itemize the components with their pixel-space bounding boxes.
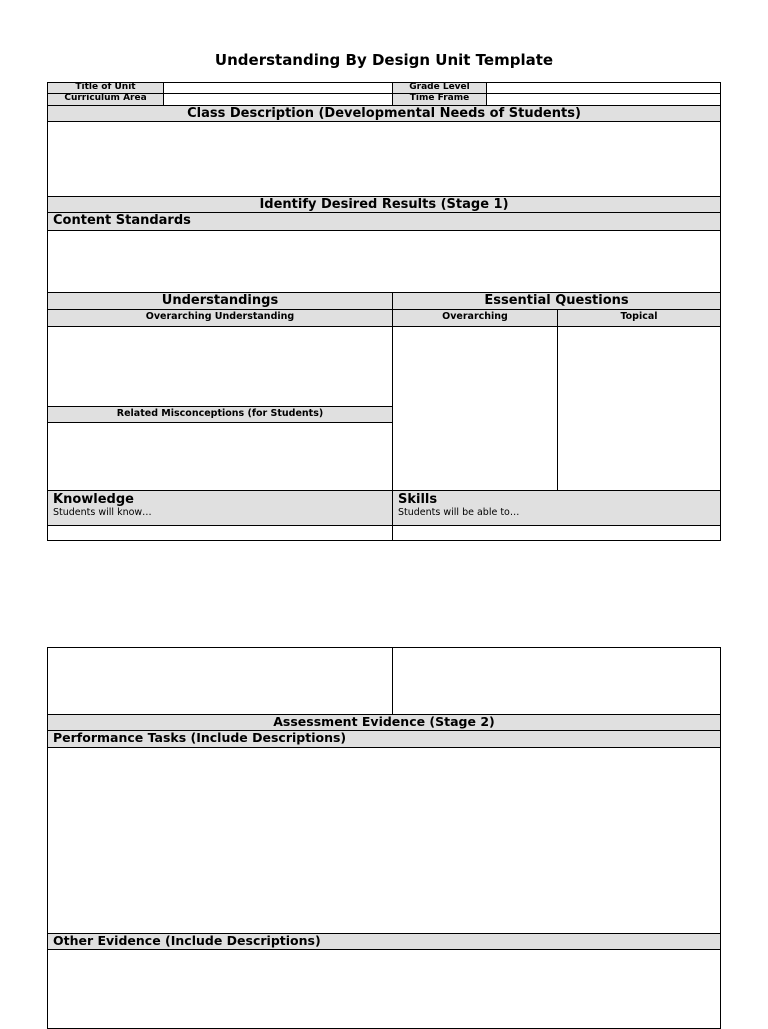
topical-questions-field[interactable]: [557, 326, 721, 491]
essential-questions-header: Essential Questions: [392, 292, 721, 310]
time-frame-label: Time Frame: [392, 93, 487, 106]
overarching-understanding-field[interactable]: [47, 326, 393, 407]
knowledge-subtitle: Students will know…: [53, 507, 152, 518]
knowledge-header: [47, 490, 393, 526]
overarching-questions-field[interactable]: [392, 326, 558, 491]
related-misconceptions-header: Related Misconceptions (for Students): [47, 406, 393, 423]
knowledge-field[interactable]: [47, 525, 393, 541]
skills-continued-field[interactable]: [392, 647, 721, 715]
other-evidence-field[interactable]: [47, 949, 721, 1029]
overarching-header: Overarching: [392, 309, 558, 327]
performance-tasks-field[interactable]: [47, 747, 721, 934]
stage1-header: Identify Desired Results (Stage 1): [47, 196, 721, 213]
grade-level-label: Grade Level: [392, 82, 487, 94]
content-standards-field[interactable]: [47, 230, 721, 293]
skills-subtitle: Students will be able to…: [398, 507, 520, 518]
topical-header: Topical: [557, 309, 721, 327]
other-evidence-header: Other Evidence (Include Descriptions): [47, 933, 721, 950]
performance-tasks-header: Performance Tasks (Include Descriptions): [47, 730, 721, 748]
understandings-header: Understandings: [47, 292, 393, 310]
class-description-header: Class Description (Developmental Needs of Students): [47, 105, 721, 122]
class-description-field[interactable]: [47, 121, 721, 197]
skills-title: Skills: [398, 492, 438, 507]
document-title: Understanding By Design Unit Template: [214, 51, 554, 69]
content-standards-header: Content Standards: [47, 212, 721, 231]
title-of-unit-label: Title of Unit: [47, 82, 164, 94]
knowledge-title: Knowledge: [53, 492, 134, 507]
skills-header: [392, 490, 721, 526]
curriculum-area-label: Curriculum Area: [47, 93, 164, 106]
overarching-understanding-header: Overarching Understanding: [47, 309, 393, 327]
skills-field[interactable]: [392, 525, 721, 541]
related-misconceptions-field[interactable]: [47, 422, 393, 491]
stage2-header: Assessment Evidence (Stage 2): [47, 714, 721, 731]
knowledge-continued-field[interactable]: [47, 647, 393, 715]
